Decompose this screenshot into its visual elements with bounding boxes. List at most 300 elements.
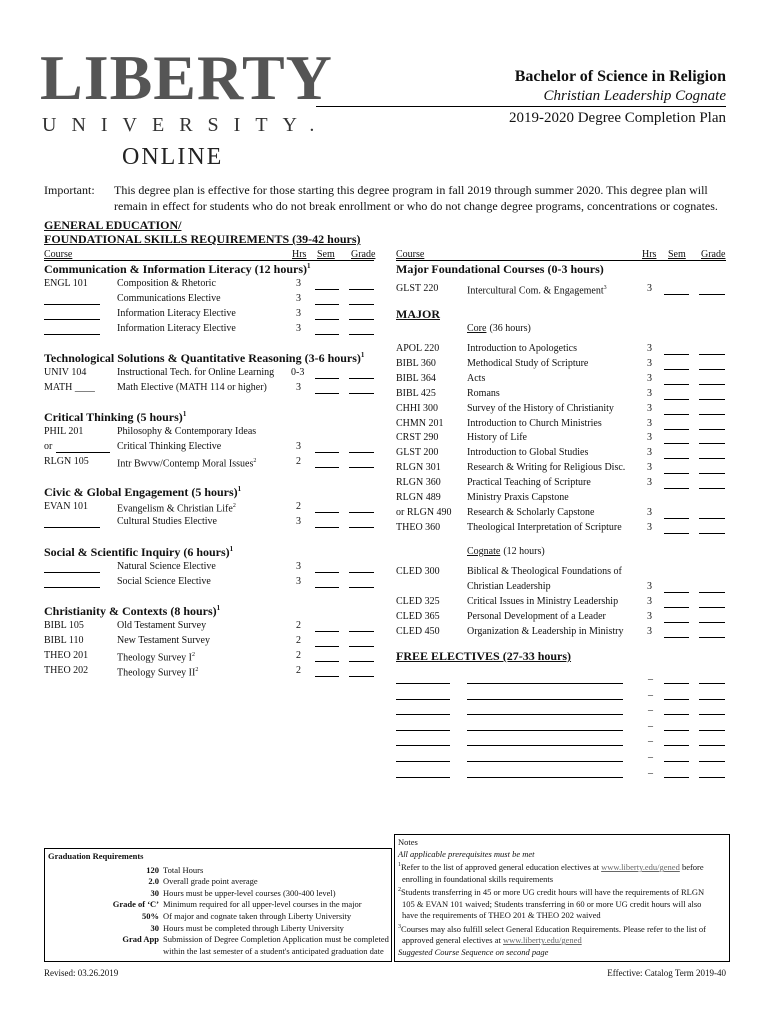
semester-field[interactable] <box>664 768 689 778</box>
course-name-text: New Testament Survey <box>117 635 210 646</box>
course-hours: 2 <box>296 635 301 646</box>
course-hours: 3 <box>296 516 301 527</box>
course-name-text: Critical Issues in Ministry Leadership <box>467 596 619 607</box>
course-name <box>117 663 198 678</box>
grade-field[interactable] <box>699 390 725 400</box>
grade-field[interactable] <box>699 285 725 295</box>
grad-text: Total Hours <box>163 864 204 875</box>
course-hours: 2 <box>296 501 301 512</box>
section-title-text: Christianity & Contexts (8 hours) <box>44 604 217 618</box>
semester-field[interactable] <box>315 667 339 677</box>
or-label: or <box>44 441 53 452</box>
note-1-cont: enrolling in foundational skills requirements <box>402 873 554 884</box>
grade-field[interactable] <box>349 458 374 468</box>
course-name <box>467 564 622 579</box>
semester-field[interactable] <box>664 285 689 295</box>
course-code: PHIL 201 <box>44 426 84 437</box>
grade-field[interactable] <box>349 622 374 632</box>
core-hours: (36 hours) <box>489 323 531 334</box>
elective-code-blank[interactable] <box>396 768 450 778</box>
section-footnote-mark: 1 <box>306 262 311 270</box>
semester-field[interactable] <box>664 434 689 444</box>
course-name-text: Old Testament Survey <box>117 620 207 631</box>
semester-field[interactable] <box>664 390 689 400</box>
course-code: RLGN 360 <box>396 477 441 489</box>
cognate-heading <box>467 544 545 559</box>
course-hours: 3 <box>647 611 652 622</box>
liberty-logo-wordmark: LIBERTY <box>40 42 333 113</box>
elective-code-blank[interactable] <box>396 736 450 746</box>
course-name-text: Information Literacy Elective <box>117 323 236 334</box>
course-hours: 3 <box>296 278 301 289</box>
course-code: CLED 365 <box>396 611 440 622</box>
grad-title: Graduation Requirements <box>48 851 144 861</box>
section-footnote-mark: 1 <box>360 351 365 359</box>
grade-field[interactable] <box>349 384 374 394</box>
elective-name-blank[interactable] <box>467 752 623 762</box>
grade-field[interactable] <box>349 325 374 335</box>
section-title-text: Critical Thinking (5 hours) <box>44 410 183 424</box>
course-code: EVAN 101 <box>44 501 88 512</box>
course-name-text: Critical Thinking Elective <box>117 441 222 452</box>
elective-name-blank[interactable] <box>467 705 623 715</box>
course-code: BIBL 360 <box>396 357 436 369</box>
university-wordmark: UNIVERSITY. <box>42 114 330 136</box>
course-name-text: Ministry Praxis Capstone <box>467 492 569 503</box>
course-hours: 3 <box>647 343 652 354</box>
course-hours: 3 <box>647 581 652 592</box>
elective-name-blank[interactable] <box>467 768 623 778</box>
course-hours: 3 <box>647 283 652 294</box>
course-name <box>117 514 217 529</box>
left-col-course: Course <box>44 249 73 260</box>
section-footnote-mark: 1 <box>216 604 221 612</box>
grad-text: Of major and cognate taken through Liberty University <box>163 910 352 921</box>
course-hours: 3 <box>296 323 301 334</box>
course-name <box>467 609 606 624</box>
semester-field[interactable] <box>315 622 339 632</box>
semester-field[interactable] <box>315 578 339 588</box>
course-footnote-mark: 2 <box>253 458 257 464</box>
course-code: BIBL 364 <box>396 372 436 384</box>
course-name <box>467 416 602 431</box>
course-name <box>467 490 569 505</box>
course-code: BIBL 425 <box>396 387 436 399</box>
course-code-blank[interactable] <box>44 295 100 305</box>
grade-field[interactable] <box>699 613 725 623</box>
course-hours: 3 <box>296 308 301 319</box>
grade-field[interactable] <box>699 375 725 385</box>
grad-key: 30 <box>150 922 159 933</box>
notes-title: Notes <box>398 837 418 847</box>
semester-field[interactable] <box>664 674 689 684</box>
course-hours: 3 <box>296 293 301 304</box>
elective-name-blank[interactable] <box>467 690 623 700</box>
course-code: CHHI 300 <box>396 402 438 414</box>
course-name <box>467 386 500 401</box>
course-hours: 3 <box>647 432 652 444</box>
course-hours: 3 <box>296 441 301 452</box>
elective-code-blank[interactable] <box>396 690 450 700</box>
course-name-text: Methodical Study of Scripture <box>467 357 589 369</box>
elective-name-blank[interactable] <box>467 736 623 746</box>
semester-field[interactable] <box>315 458 339 468</box>
grade-field[interactable] <box>699 464 725 474</box>
course-name <box>467 401 614 416</box>
semester-field[interactable] <box>664 736 689 746</box>
course-hours: 0-3 <box>291 367 305 378</box>
notes-box <box>394 834 730 962</box>
grad-row <box>45 934 391 946</box>
semester-field[interactable] <box>664 598 689 608</box>
section-title-text: Technological Solutions & Quantitative Reasoning (3-6 hours) <box>44 351 361 365</box>
elective-hours-mark: _ <box>648 732 653 744</box>
cognate-label: Cognate <box>467 546 501 557</box>
gen-ed-heading-line1: GENERAL EDUCATION/ <box>44 218 182 232</box>
semester-field[interactable] <box>664 524 689 534</box>
revised-date: Revised: 03.26.2019 <box>44 968 119 978</box>
course-name-text: Theology Survey II <box>117 667 196 679</box>
semester-field[interactable] <box>315 280 339 290</box>
semester-field[interactable] <box>664 690 689 700</box>
course-footnote-mark: 2 <box>192 652 195 658</box>
semester-field[interactable] <box>664 479 689 489</box>
semester-field[interactable] <box>315 503 339 513</box>
semester-field[interactable] <box>315 384 339 394</box>
grade-field[interactable] <box>349 637 374 647</box>
course-name <box>467 594 618 609</box>
course-hours: 3 <box>647 477 652 489</box>
important-label: Important: <box>44 183 95 197</box>
course-name <box>467 356 588 371</box>
graduation-requirements-box <box>44 848 392 962</box>
course-name-text: Instructional Tech. for Online Learning <box>117 367 275 378</box>
note-1-tail: before <box>679 862 704 873</box>
free-electives-title: FREE ELECTIVES (27-33 hours) <box>396 649 572 663</box>
course-name <box>467 579 551 594</box>
course-name-text: Research & Writing for Religious Disc. <box>467 462 626 474</box>
grade-field[interactable] <box>699 345 725 355</box>
course-name-text: Communications Elective <box>117 293 221 304</box>
course-name-text: Biblical & Theological Foundations of <box>467 566 622 577</box>
course-code: CLED 300 <box>396 566 440 577</box>
semester-field[interactable] <box>315 637 339 647</box>
grade-field[interactable] <box>699 752 725 762</box>
course-name-text: Introduction to Church Ministries <box>467 417 602 429</box>
course-name-text: Personal Development of a Leader <box>467 611 606 622</box>
course-hours: 3 <box>647 387 652 399</box>
grade-field[interactable] <box>349 578 374 588</box>
course-hours: 3 <box>647 462 652 474</box>
semester-field[interactable] <box>664 628 689 638</box>
course-code: CLED 325 <box>396 596 440 607</box>
course-code: ENGL 101 <box>44 278 88 289</box>
course-name <box>467 445 588 460</box>
semester-field[interactable] <box>315 295 339 305</box>
course-name-text: Christian Leadership <box>467 581 551 592</box>
course-footnote-mark: 2 <box>232 503 236 509</box>
elective-hours-mark: _ <box>648 748 653 759</box>
semester-field[interactable] <box>664 375 689 385</box>
important-text: This degree plan is effective for those starting this degree program in fall 2019 through summer 2020. This degree plan will remain in effect for students who do not break enrollment or who do not change degree programs, concentrations or cognates. <box>114 183 718 213</box>
course-name-text: Theological Interpretation of Scripture <box>467 521 622 533</box>
course-hours: 3 <box>647 626 652 637</box>
note-1-text: Refer to the list of approved general education electives at <box>401 862 602 873</box>
course-name-text: Information Literacy Elective <box>117 308 236 319</box>
course-name <box>117 439 221 454</box>
semester-field[interactable] <box>315 369 339 379</box>
grad-key: 120 <box>146 864 159 875</box>
elective-code-blank[interactable] <box>396 674 450 684</box>
note-2: $^2$Students transferring in 45 or more UG credit hours will have the requirements of RLGN <box>398 887 705 898</box>
grad-text: Overall grade point average <box>163 876 258 887</box>
semester-field[interactable] <box>664 360 689 370</box>
gened-link[interactable]: www.liberty.edu/gened <box>601 862 680 873</box>
elective-code-blank[interactable] <box>396 752 450 762</box>
course-name <box>117 276 216 291</box>
grade-field[interactable] <box>699 479 725 489</box>
right-col-course: Course <box>396 249 425 260</box>
gen-ed-section-title <box>44 262 310 277</box>
semester-field[interactable] <box>664 752 689 762</box>
course-code: CRST 290 <box>396 432 439 444</box>
grad-text: Hours must be completed through Liberty University <box>163 922 344 933</box>
semester-field[interactable] <box>664 464 689 474</box>
note-3-cont <box>398 935 726 947</box>
elective-name-blank[interactable] <box>467 674 623 684</box>
elective-code-blank[interactable] <box>396 721 450 731</box>
section-footnote-mark: 1 <box>182 410 187 418</box>
course-hours: 3 <box>296 382 301 393</box>
course-name-text: Philosophy & Contemporary Ideas <box>117 426 257 437</box>
note-2-cont2: have the requirements of THEO 201 & THEO 202 waived <box>402 910 601 921</box>
semester-field[interactable] <box>664 705 689 715</box>
notes-sequence: Suggested Course Sequence on second page <box>398 946 549 957</box>
left-header-rule <box>44 260 374 261</box>
left-col-grade: Grade <box>351 249 376 260</box>
grade-field[interactable] <box>699 768 725 778</box>
course-hours: 2 <box>296 650 301 661</box>
semester-field[interactable] <box>664 345 689 355</box>
grade-field[interactable] <box>699 628 725 638</box>
grad-row <box>45 899 391 911</box>
gen-ed-section-title <box>44 485 241 500</box>
elective-hours-mark: _ <box>648 701 653 713</box>
course-name-text: Evangelism & Christian Life <box>117 503 233 515</box>
grade-field[interactable] <box>699 705 725 715</box>
semester-field[interactable] <box>664 405 689 415</box>
course-code-blank[interactable] <box>44 578 100 588</box>
grade-field[interactable] <box>699 360 725 370</box>
section-title-text: Communication & Information Literacy (12 hours) <box>44 262 307 276</box>
grade-field[interactable] <box>699 690 725 700</box>
grad-key: Grad App <box>122 934 159 945</box>
course-name <box>467 505 594 520</box>
grade-field[interactable] <box>699 405 725 415</box>
course-hours: 3 <box>647 372 652 384</box>
course-code: or RLGN 490 <box>396 506 452 518</box>
grad-row <box>45 946 391 958</box>
grad-key: Grade of ‘C’ <box>112 899 159 910</box>
gen-ed-section-title <box>44 545 233 560</box>
semester-field[interactable] <box>664 509 689 519</box>
course-name <box>117 365 274 380</box>
gened-link-2[interactable]: www.liberty.edu/gened <box>503 935 582 946</box>
gen-ed-section-title <box>44 604 220 619</box>
gen-ed-heading <box>44 218 361 246</box>
gen-ed-section-title <box>44 410 186 425</box>
semester-field[interactable] <box>315 310 339 320</box>
grade-field[interactable] <box>699 674 725 684</box>
course-name-text: Natural Science Elective <box>117 561 216 572</box>
course-name <box>117 559 216 574</box>
online-wordmark: ONLINE <box>122 144 224 170</box>
grade-field[interactable] <box>699 449 725 459</box>
grade-field[interactable] <box>349 652 374 662</box>
course-name <box>117 574 211 589</box>
grade-field[interactable] <box>349 295 374 305</box>
grade-field[interactable] <box>699 434 725 444</box>
course-name <box>117 633 210 648</box>
cognate-title: Christian Leadership Cognate <box>543 88 726 104</box>
grade-field[interactable] <box>349 280 374 290</box>
note-2-cont: 105 & EVAN 101 waived; Students transferring in 60 or more UG credit hours will also <box>402 898 702 909</box>
elective-hours-mark: _ <box>648 685 653 697</box>
section-title-text: Civic & Global Engagement (5 hours) <box>44 485 238 499</box>
course-name-text: Math Elective (MATH 114 or higher) <box>117 382 267 393</box>
section-title-text: Social & Scientific Inquiry (6 hours) <box>44 545 230 559</box>
course-name-text: Introduction to Apologetics <box>467 343 577 354</box>
course-code: GLST 220 <box>396 283 439 294</box>
course-hours: 3 <box>647 506 652 518</box>
course-name <box>467 371 485 386</box>
degree-title: Bachelor of Science in Religion <box>514 68 726 85</box>
course-code-blank[interactable] <box>44 325 100 335</box>
grade-field[interactable] <box>699 583 725 593</box>
course-name-text: Organization & Leadership in Ministry <box>467 626 624 637</box>
elective-hours-mark: _ <box>648 670 653 681</box>
course-name <box>117 424 256 439</box>
section-footnote-mark: 1 <box>237 485 242 493</box>
grad-text: Submission of Degree Completion Application must be completed <box>163 934 389 945</box>
grade-field[interactable] <box>349 503 374 513</box>
course-hours: 3 <box>647 417 652 429</box>
course-code: THEO 201 <box>44 650 89 661</box>
grad-key: 2.0 <box>148 876 159 887</box>
grad-row <box>45 911 391 923</box>
important-notice <box>44 182 734 214</box>
semester-field[interactable] <box>664 449 689 459</box>
grad-row <box>45 923 391 935</box>
course-name <box>117 291 221 306</box>
mfc-title: Major Foundational Courses (0-3 hours) <box>396 262 604 276</box>
grade-field[interactable] <box>349 518 374 528</box>
semester-field[interactable] <box>315 325 339 335</box>
semester-field[interactable] <box>315 563 339 573</box>
course-name <box>117 380 267 395</box>
course-code-blank[interactable] <box>44 563 100 573</box>
course-code: THEO 360 <box>396 521 441 533</box>
course-hours: 3 <box>296 576 301 587</box>
course-name-text: Theology Survey I <box>117 652 192 664</box>
course-name-text: Practical Teaching of Scripture <box>467 477 591 489</box>
course-code: UNIV 104 <box>44 367 87 378</box>
course-hours: 2 <box>296 456 301 467</box>
semester-field[interactable] <box>664 613 689 623</box>
elective-hours-mark: _ <box>648 763 653 775</box>
semester-field[interactable] <box>315 518 339 528</box>
grad-text: Hours must be upper-level courses (300-400 level) <box>163 887 336 898</box>
course-name-text: Acts <box>467 372 486 384</box>
gen-ed-heading-line2: FOUNDATIONAL SKILLS REQUIREMENTS (39-42 hours) <box>44 232 361 246</box>
grade-field[interactable] <box>699 721 725 731</box>
grade-field[interactable] <box>699 524 725 534</box>
left-col-hrs: Hrs <box>292 249 307 260</box>
course-name-text: Cultural Studies Elective <box>117 516 217 527</box>
grade-field[interactable] <box>699 420 725 430</box>
course-name <box>467 341 577 356</box>
course-code: RLGN 489 <box>396 492 441 503</box>
course-hours: 3 <box>647 402 652 414</box>
right-col-grade: Grade <box>701 249 726 260</box>
course-name <box>117 648 195 663</box>
grad-key: 30 <box>150 887 159 898</box>
grade-field[interactable] <box>349 369 374 379</box>
course-code-blank[interactable] <box>44 518 100 528</box>
course-code: RLGN 301 <box>396 462 441 474</box>
course-name <box>117 306 236 321</box>
course-hours: 3 <box>296 561 301 572</box>
grad-row <box>45 888 391 900</box>
plan-title: 2019-2020 Degree Completion Plan <box>508 110 726 126</box>
grade-field[interactable] <box>699 509 725 519</box>
section-footnote-mark: 1 <box>229 545 234 553</box>
course-code-blank[interactable] <box>56 443 110 453</box>
right-col-hrs: Hrs <box>642 249 657 260</box>
semester-field[interactable] <box>315 652 339 662</box>
grade-field[interactable] <box>699 598 725 608</box>
semester-field[interactable] <box>664 583 689 593</box>
course-name <box>117 321 236 336</box>
course-name <box>117 618 206 633</box>
grade-field[interactable] <box>349 443 374 453</box>
course-footnote-mark: 2 <box>195 667 199 673</box>
course-name-text: Research & Scholarly Capstone <box>467 506 595 518</box>
elective-name-blank[interactable] <box>467 721 623 731</box>
grade-field[interactable] <box>349 563 374 573</box>
course-code-blank[interactable] <box>44 310 100 320</box>
semester-field[interactable] <box>664 721 689 731</box>
grade-field[interactable] <box>349 667 374 677</box>
semester-field[interactable] <box>315 443 339 453</box>
semester-field[interactable] <box>664 420 689 430</box>
course-hours: 2 <box>296 665 301 676</box>
course-name <box>117 454 256 469</box>
grad-row <box>45 876 391 888</box>
grade-field[interactable] <box>699 736 725 746</box>
course-name-text: Intercultural Com. & Engagement <box>467 285 604 297</box>
elective-code-blank[interactable] <box>396 705 450 715</box>
course-hours: 3 <box>647 596 652 607</box>
course-name <box>467 520 622 535</box>
left-col-sem: Sem <box>317 249 335 260</box>
course-name-text: Composition & Rhetoric <box>117 278 216 289</box>
grade-field[interactable] <box>349 310 374 320</box>
course-name <box>117 499 236 514</box>
core-heading <box>467 321 531 336</box>
course-footnote-mark: 3 <box>603 285 607 291</box>
right-header-rule <box>396 260 726 261</box>
